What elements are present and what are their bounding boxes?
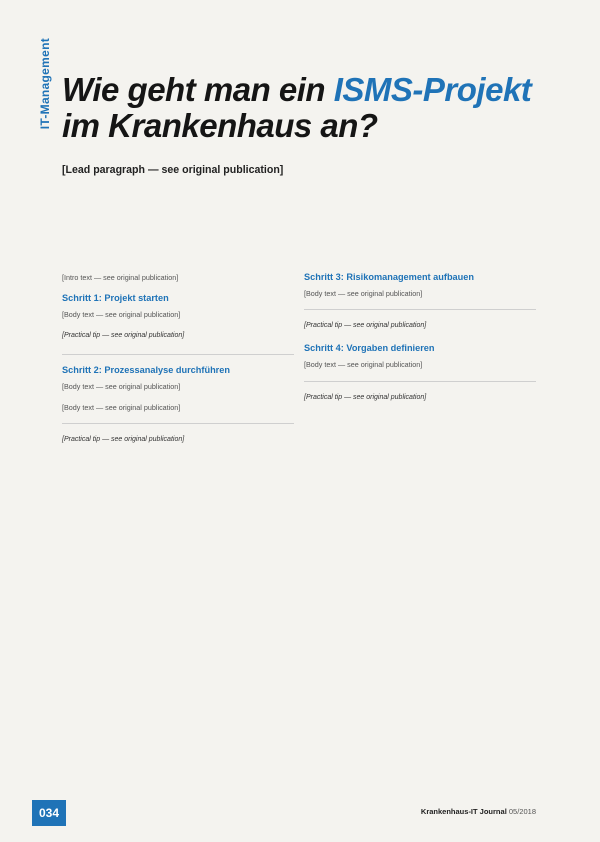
- journal-credit: [421, 807, 536, 816]
- journal-name: Krankenhaus-IT Journal: [420, 807, 507, 816]
- step2-body-b: [Body text — see original publication]: [62, 402, 181, 412]
- step2-heading: Schritt 2: Prozessanalyse durchführen: [62, 364, 230, 375]
- title-line2: im Krankenhaus an?: [62, 106, 378, 144]
- step1-heading: Schritt 1: Projekt starten: [62, 293, 169, 304]
- section-label: IT-Management: [38, 38, 52, 130]
- right-column: [304, 272, 536, 415]
- step3-body: [Body text — see original publication]: [304, 289, 423, 298]
- article-title: [62, 72, 562, 143]
- divider: [62, 354, 294, 355]
- step3-heading: Schritt 3: Risikomanagement aufbauen: [304, 272, 475, 282]
- step1-body: [Body text — see original publication]: [62, 310, 181, 320]
- page-number: 034: [32, 800, 66, 826]
- divider: [62, 423, 294, 424]
- step1-tip: [Practical tip — see original publication]: [62, 332, 185, 340]
- journal-issue: 05/2018: [508, 807, 536, 816]
- step4-tip: [Practical tip — see original publication]: [304, 393, 427, 401]
- divider: [304, 381, 536, 382]
- step4-body: [Body text — see original publication]: [304, 360, 423, 370]
- step4-heading: Schritt 4: Vorgaben definieren: [304, 343, 435, 354]
- step2-tip: [Practical tip — see original publication]: [62, 435, 185, 443]
- step2-body-a: [Body text — see original publication]: [62, 381, 181, 391]
- step3-tip: [Practical tip — see original publication]: [304, 322, 427, 330]
- title-line1-prefix: Wie geht man ein: [62, 71, 334, 108]
- divider: [304, 309, 536, 310]
- intro-paragraph: [Intro text — see original publication]: [62, 273, 179, 282]
- left-column: [62, 272, 294, 457]
- lead-paragraph: [Lead paragraph — see original publication]: [62, 164, 284, 176]
- title-accent: ISMS-Projekt: [333, 71, 532, 108]
